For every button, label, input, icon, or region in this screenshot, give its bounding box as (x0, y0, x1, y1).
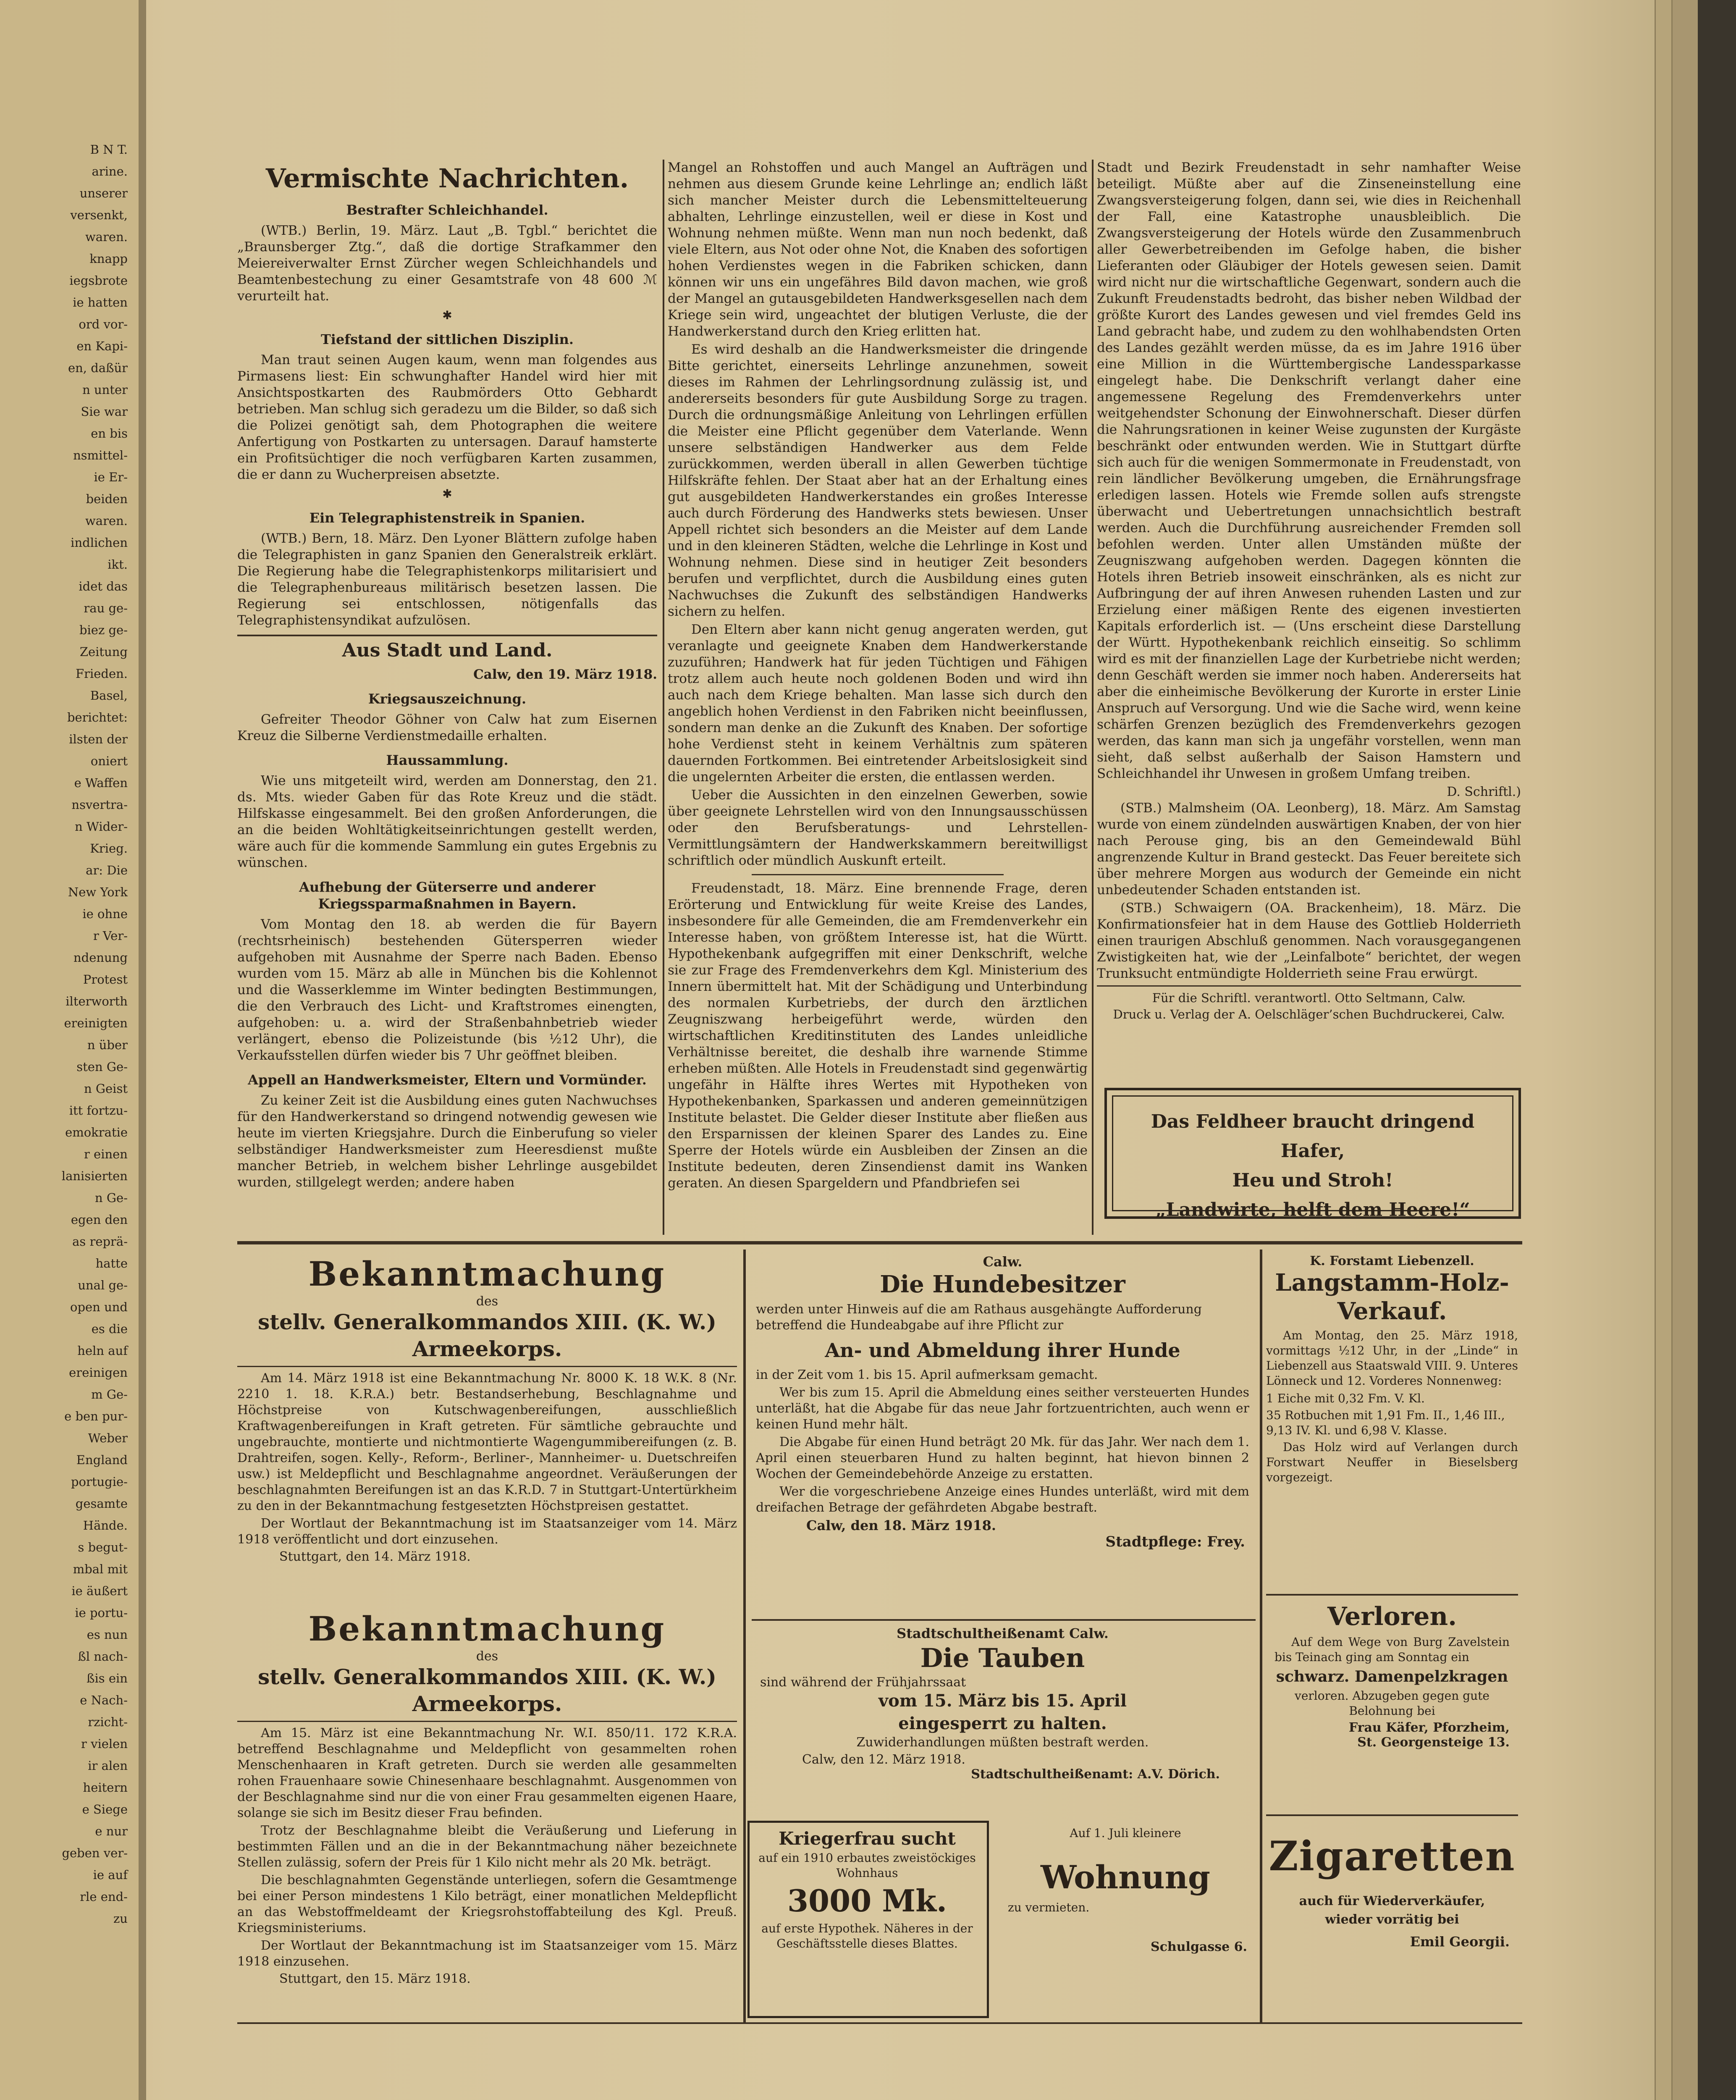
article-heading: Appell an Handwerksmeister, Eltern und Vormünder. (248, 1072, 647, 1088)
appeal-line: „Landwirte, helft dem Heere!“ (1155, 1199, 1470, 1221)
page-edge (1671, 0, 1698, 2100)
ad-text: verloren. Abzugeben gegen gute Belohnung bei (1295, 1689, 1489, 1718)
ad-text: Am 15. März ist eine Bekanntmachung Nr. W.I. 850/11. 172 K.R.A. betreffend Beschlagnahme und Meldepflicht von gesammelten rohen Menschenhaaren in Kraft getreten. Durch sie werden alle gesammelten rohen Frauenhaare sowie Chinesenhaare beschlagnahmt. Ausgenommen von der Beschlagnahme sind nur die von einer Frau gesammelten eigenen Haare, solange sie sich im Besitz dieser Frau befinden. (237, 1726, 737, 1820)
left-page-line: biez ge- (79, 623, 128, 637)
left-page-line: en bis (91, 426, 128, 441)
ad-text: Das Holz wird auf Verlangen durch Forstwart Neuffer in Bieselsberg vorgezeigt. (1266, 1440, 1518, 1484)
left-page-line: unserer (79, 186, 128, 200)
left-page-line: heln auf (77, 1344, 128, 1358)
left-page-line: e nur (95, 1824, 128, 1838)
left-page-line: iegsbrote (69, 273, 128, 288)
ad-title: Die Hundebesitzer (880, 1270, 1125, 1298)
ad-text: Wer bis zum 15. April die Abmeldung eines seither versteuerten Hundes unterläßt, hat die Abgabe für das neue Jahr fortzuentrichten, auch wenn er keinen Hund mehr hält. (756, 1385, 1249, 1432)
ad-zigaretten (1266, 1821, 1518, 2018)
left-page-line: Sie war (81, 404, 128, 419)
separator-star-icon: ✱ (442, 308, 452, 322)
left-page-line: Hände. (83, 1518, 128, 1533)
ad-title: Die Tauben (920, 1643, 1085, 1673)
ad-signature: Schulgasse 6. (1151, 1940, 1247, 1954)
ad-text: auch für Wiederverkäufer, (1299, 1894, 1485, 1908)
divider (237, 1721, 737, 1722)
ad-rule (1266, 1594, 1518, 1596)
left-page-line: gesamte (75, 1496, 128, 1511)
divider (237, 1366, 737, 1367)
left-page-line: ie hatten (73, 295, 128, 310)
article-text: (STB.) Schwaigern (OA. Brackenheim), 18. März. Die Konfirmationsfeier hat in dem Hause des Gottlieb Holderrieth einen traurigen Abschluß genommen. Nach vorausgegangenen Zwistigkeiten hat, wie der „Leinfalbote“ berichtet, der wegen Trunksucht entmündigte Holderrieth seine Frau erwürgt. (1097, 900, 1521, 981)
left-page-line: Krieg. (90, 841, 128, 856)
article-text: Gefreiter Theodor Göhner von Calw hat zum Eisernen Kreuz die Silberne Verdienstmedaille erhalten. (237, 712, 657, 743)
left-page-line: nsmittel- (73, 448, 128, 462)
ad-place: Calw. (983, 1254, 1023, 1270)
imprint-publisher: Druck u. Verlag der A. Oelschläger’schen Buchdruckerei, Calw. (1113, 1007, 1505, 1021)
article-text: Den Eltern aber kann nicht genug angeraten werden, gut veranlagte und geeignete Knaben dem Handwerkerstande zuzuführen; Handwerk hat für jeden Tüchtigen und Fähigen trotz allem auch heute noch goldenen Boden und wird ihn auch nach dem Kriege behalten. Man lasse sich durch den angeblich hohen Verdienst in den Fabriken nicht beeinflussen, sondern man denke an die Zukunft des Knaben. Der sofortige hohe Verdienst steht in keinem Verhältnis zum späteren dauernden Fortkommen. Bei eintretender Arbeitslosigkeit sind die ungelernten Arbeiter die ersten, die entlassen werden. (668, 622, 1088, 785)
separator-star-icon: ✱ (442, 487, 452, 501)
ad-signature: Frau Käfer, Pforzheim, (1348, 1720, 1510, 1735)
ad-text: eingesperrt zu halten. (898, 1714, 1107, 1733)
ad-text: Wer die vorgeschriebene Anzeige eines Hundes unterläßt, wird mit dem dreifachen Betrage der gefährdeten Abgabe bestraft. (756, 1484, 1249, 1515)
appeal-text (1120, 1107, 1506, 1221)
left-page-line: portugie- (71, 1475, 128, 1489)
ad-title: Bekanntmachung (308, 1609, 666, 1648)
ad-text: Am Montag, den 25. März 1918, vormittags ½12 Uhr, in der „Linde“ in Liebenzell aus Staatswald VIII. 9. Unteres Lönneck und 12. Vorderes Nonnenweg: (1266, 1328, 1518, 1388)
left-page-line: m Ge- (91, 1387, 128, 1402)
left-page-fragments (0, 0, 139, 1929)
column-1 (237, 155, 657, 1239)
article-text: Man traut seinen Augen kaum, wenn man folgendes aus Pirmasens liest: Ein schwunghafter Handel wird hier mit Ansichtspostkarten des Raubmörders Otto Gebhardt betrieben. Man schlug sich geradezu um die Bilder, so daß sich die Polizei genötigt sah, dem Photographen die weitere Anfertigung von Postkarten zu untersagen. Darauf hamsterte ein Profitsüchtiger die noch verfügbaren Karten zusammen, die er dann zu Wucherpreisen absetzte. (237, 352, 657, 482)
article-heading: Bestrafter Schleichhandel. (346, 202, 548, 218)
left-page-line: Protest (83, 972, 128, 987)
article-text: Zu keiner Zeit ist die Ausbildung eines guten Nachwuchses für den Handwerkerstand so dringend notwendig gewesen wie heute im vierten Kriegsjahre. Durch die Einberufung so vieler selbständiger Handwerksmeister zum Heeresdienst mußte mancher Betrieb, in welchem bisher Lehrlinge ausgebildet wurden, stillgelegt werden; andere haben (237, 1093, 657, 1190)
section-title: Aus Stadt und Land. (342, 640, 553, 661)
left-page-line: itt fortzu- (69, 1103, 128, 1118)
left-page-line: Zeitung (79, 645, 128, 659)
ad-title: Zigaretten (1269, 1832, 1516, 1880)
ad-signature: St. Georgensteige 13. (1357, 1735, 1510, 1750)
article-heading: Ein Telegraphistenstreik in Spanien. (309, 510, 585, 526)
left-page-line: England (76, 1453, 128, 1467)
left-page-line: open und (70, 1300, 128, 1314)
ad-text: Die Abgabe für einen Hund beträgt 20 Mk. für das Jahr. Wer nach dem 1. April einen steuerbaren Hund zu halten beginnt, hat hievon binnen 2 Wochen der Gemeindebehörde Anzeige zu erstatten. (756, 1435, 1249, 1481)
announcement-armeekorps-2 (237, 1609, 737, 2020)
left-page-line: ie äußert (71, 1584, 128, 1598)
ad-text: Die beschlagnahmten Gegenstände unterliegen, sofern die Gesamtmenge bei einer Person mindestens 1 Kilo beträgt, einer monatlichen Meldepflicht an das Webstoffmeldeamt der Kriegsrohstoffabteilung des Kgl. Preuß. Kriegsministeriums. (237, 1873, 737, 1935)
ad-rule (752, 1619, 1256, 1621)
left-page-line: e Waffen (74, 776, 128, 790)
left-page-line: geben ver- (62, 1846, 128, 1860)
left-facing-page (0, 0, 146, 2100)
section-title: Vermischte Nachrichten. (265, 163, 629, 194)
column-rule (1092, 160, 1094, 1235)
article-heading: Tiefstand der sittlichen Disziplin. (320, 331, 574, 347)
ad-text: Auf 1. Juli kleinere (1070, 1826, 1181, 1840)
article-heading: Kriegsauszeichnung. (368, 691, 527, 707)
ad-text: 1 Eiche mit 0,32 Fm. V. Kl. (1266, 1391, 1425, 1405)
ad-title: Verkauf. (1337, 1297, 1447, 1325)
left-page-line: s begut- (78, 1540, 128, 1554)
ad-text: auf ein 1910 erbautes zweistöckiges Wohnhaus (758, 1851, 976, 1880)
left-page-line: sten Ge- (76, 1060, 128, 1074)
ad-place-date: Stuttgart, den 15. März 1918. (279, 1971, 471, 1986)
left-page-line: ikt. (108, 557, 128, 572)
left-page-line: nsvertra- (71, 798, 128, 812)
article-heading: Haussammlung. (386, 752, 509, 768)
ad-text: sind während der Frühjahrssaat (760, 1675, 966, 1690)
ad-title: Bekanntmachung (308, 1254, 666, 1294)
dateline: Calw, den 19. März 1918. (473, 667, 657, 682)
left-page-line: rle end- (80, 1890, 128, 1904)
left-page-line: beiden (86, 492, 128, 506)
ad-text: Am 14. März 1918 ist eine Bekanntmachung Nr. 8000 K. 18 W.K. 8 (Nr. 2210 1. 18. K.R.A.) betr. Bestandserhebung, Beschlagnahme und Höchstpreise von Kutschwagenbereifungen, ausschließlich Kraftwagenbereifungen in Kraft getreten. Für sämtliche gebrauchte und ungebrauchte, montierte und nichtmontierte Wagengummibereifungen (z. B. Drahtreifen, sogen. Kelly-, Reform-, Berliner-, Mannheimer- u. Duetschreifen usw.) ist Meldepflicht und Beschlagnahme angeordnet. Veräußerungen der beschlagnahmten Bereifungen ist an das K.R.D. 7 in Stuttgart-Untertürkheim zu den in der Bekanntmachung festgesetzten Höchstpreisen gestattet. (237, 1371, 737, 1513)
ad-text: Trotz der Beschlagnahme bleibt die Veräußerung und Lieferung in bestimmten Fällen und an die in der Bekanntmachung näher bezeichnete Stellen zulässig, sofern der Preis für 1 Kilo nicht mehr als 20 Mk. beträgt. (237, 1823, 737, 1870)
article-text: (STB.) Malmsheim (OA. Leonberg), 18. März. Am Samstag wurde von einem zündelnden auswärtigen Knaben, der von hier nach Perouse ging, bis an den Gemeindewald Bühl angrenzende Kultur in Brand gesteckt. Das Feuer bereitete sich über mehrere Morgen aus wodurch der Gemeinde ein nicht unbedeutender Schaden entstanden ist. (1097, 801, 1521, 898)
ad-text: wieder vorrätig bei (1325, 1912, 1459, 1927)
appeal-line: Das Feldheer braucht dringend Hafer, (1151, 1111, 1475, 1162)
imprint-editor: Für die Schriftl. verantwortl. Otto Seltmann, Calw. (1152, 991, 1466, 1005)
page-edge (1655, 0, 1673, 2100)
ad-text: Auf dem Wege von Burg Zavelstein bis Teinach ging am Sonntag ein (1274, 1635, 1510, 1664)
ad-verloren (1266, 1600, 1518, 1810)
left-page-line: ilsten der (69, 732, 128, 746)
column-2 (668, 160, 1088, 1239)
ad-text: vom 15. März bis 15. April (878, 1691, 1127, 1711)
left-page-line: r einen (84, 1147, 128, 1161)
ad-issuer: Stadtschultheißenamt Calw. (897, 1625, 1109, 1641)
left-page-line: B N T. (90, 142, 128, 157)
left-page-line: Frieden. (75, 667, 128, 681)
ad-subtitle: stellv. Generalkommandos XIII. (K. W.) Armeekorps. (258, 1664, 716, 1716)
left-page-line: Basel, (90, 688, 128, 703)
left-page-line: arine. (92, 164, 128, 178)
ad-title: Kriegerfrau sucht (779, 1828, 956, 1849)
ad-subtitle: An- und Abmeldung ihrer Hunde (825, 1339, 1180, 1362)
left-page-line: ir alen (88, 1759, 128, 1773)
ad-signature: Stadtpflege: Frey. (1105, 1533, 1245, 1550)
ad-kriegerfrau (754, 1827, 981, 2012)
left-page-line: emokratie (65, 1125, 128, 1139)
left-page-line: ie portu- (75, 1606, 128, 1620)
section-rule (237, 1241, 1522, 1244)
ad-signature: Emil Georgii. (1410, 1934, 1510, 1950)
ad-text: Zuwiderhandlungen müßten bestraft werden. (856, 1735, 1149, 1750)
left-page-line: waren. (85, 230, 128, 244)
article-text: Ueber die Aussichten in den einzelnen Gewerben, sowie über geeignete Lehrstellen wird von den Innungsausschüssen oder den Berufsberatungs- und Lehrstellen-Vermittlungsämtern der Handwerkskammern bereitwilligst schriftlich oder mündlich Auskunft erteilt. (668, 788, 1088, 868)
ad-title: Langstamm-Holz- (1275, 1269, 1509, 1297)
left-page-line: es nun (87, 1628, 128, 1642)
ad-des: des (476, 1294, 498, 1309)
article-text: Stadt und Bezirk Freudenstadt in sehr namhafter Weise beteiligt. Müßte aber auf die Zinseneinstellung eine Zwangsversteigerung folgen, dann sei, wie dies in Reichenhall der Fall, eine Katastrophe unausbleiblich. Die Zwangsversteigerung der Hotels würde den Zusammenbruch aller Gewerbetreibenden im Gefolge haben, die bisher Lieferanten oder Gläubiger der Hotels gewesen seien. Damit wird nicht nur die wirtschaftliche Gegenwart, sondern auch die Zukunft Freudenstadts bedroht, das bisher neben Wildbad der größte Kurort des Landes gewesen und viel fremdes Geld ins Land gebracht habe, und zudem zu den wohlhabendsten Orten des Landes gezählt werden müsse, da es im Jahre 1916 über eine Million in die Württembergische Landessparkasse eingelegt habe. Die Denkschrift verlangt daher eine angemessene Regelung des Fremdenverkehrs unter weitgehendster Schonung der Einwohnerschaft. Dieser dürfen die Nahrungsrationen in keiner Weise zugunsten der Kurgäste beschränkt oder entwunden werden. Wie in Stuttgart dürfte sich auch für die wenigen Sommermonate in Freudenstadt, von rein ländlicher Bevölkerung umgeben, die Ernährungsfrage erledigen lassen. Hotels wie Fremde sollen aufs strengste überwacht und Uebertretungen unnachsichtlich bestraft werden. Auch die Durchführung ausreichender Fremden soll befohlen werden. Unter allen Umständen müßte der Zeugniszwang aufgehoben werden. Dagegen könnten die Hotels ihren Betrieb insoweit einschränken, als es nicht zur Aufbringung der auf ihren Anwesen ruhenden Lasten und zur Erzielung einer mäßigen Rente des eigenen investierten Kapitals erforderlich ist. — (Uns erscheint diese Darstellung der Württ. Hypothekenbank reichlich einseitig. So schlimm wird es mit der finanziellen Lage der Kurbetriebe nicht werden; denn Geschäft werden sie immer noch haben. Andererseits hat aber die einheimische Bevölkerung der Kurorte in erster Linie Anspruch auf Versorgung. Und wie die Sache wird, wenn keine schärfen Grenzen bezüglich des Fremdenverkehrs gezogen werden, das kann man sich ja ungefähr vorstellen, wenn man sieht, daß selbst außerhalb der Saison Hamstern und Schleichhandel ihr Unwesen in großem Umfang treiben. (1097, 160, 1521, 781)
ad-forstamt-holzverkauf (1266, 1254, 1518, 1573)
left-page-line: e Nach- (80, 1693, 128, 1707)
feldheer-appeal-box (1104, 1088, 1521, 1219)
ad-text: Der Wortlaut der Bekanntmachung ist im Staatsanzeiger vom 15. März 1918 einzusehen. (237, 1938, 737, 1969)
left-page-line: indlichen (71, 536, 128, 550)
appeal-line: Heu und Stroh! (1232, 1170, 1393, 1191)
ad-des: des (476, 1649, 498, 1664)
divider (1097, 985, 1521, 987)
ads-column-rule (743, 1250, 746, 2022)
ad-place-date: Stuttgart, den 14. März 1918. (279, 1549, 471, 1564)
article-text: Mangel an Rohstoffen und auch Mangel an Aufträgen und nehmen aus diesem Grunde keine Lehrlinge an; endlich läßt sich mancher Meister durch die Lebensmittelteuerung abhalten, Lehrlinge einzustellen, weil er diese in Kost und Wohnung nehmen müßte. Wenn man nun noch bedenkt, daß viele Eltern, aus Not oder ohne Not, die Knaben des sofortigen hohen Verdienstes wegen in die Fabriken schicken, dann können wir uns ein ungefähres Bild davon machen, wie groß der Mangel an gutausgebildeten Handwerksgesellen nach dem Kriege sein wird, ungeachtet der blutigen Verluste, die der Handwerkerstand durch den Krieg erlitten hat. (668, 160, 1088, 339)
left-page-line: New York (68, 885, 128, 899)
ad-date: Calw, den 12. März 1918. (802, 1752, 965, 1767)
ad-text: Der Wortlaut der Bekanntmachung ist im Staatsanzeiger vom 14. März 1918 veröffentlicht und dort einzusehen. (237, 1516, 737, 1547)
left-page-line: n über (87, 1038, 128, 1052)
ad-item: schwarz. Damenpelzkragen (1276, 1668, 1508, 1685)
article-text: (WTB.) Bern, 18. März. Den Lyoner Blättern zufolge haben die Telegraphisten in ganz Spanien den Generalstreik erklärt. Die Regierung habe die Telegraphistenkorps militarisiert und die Telegraphenbureaus militärisch besetzen lassen. Die Regierung sei entschlossen, nötigenfalls das Telegraphistensyndikat aufzulösen. (237, 531, 657, 628)
left-page-line: ndenung (73, 950, 128, 965)
left-page-line: ilterworth (66, 994, 128, 1008)
column-rule (663, 160, 664, 1235)
article-text: Wie uns mitgeteilt wird, werden am Donnerstag, den 21. ds. Mts. wieder Gaben für das Rote Kreuz und die städt. Hilfskasse eingesammelt. Bei den großen Anforderungen, die an die beiden Wohltätigkeitseinrichtungen gestellt werden, wäre auch für die kommende Sammlung ein gutes Ergebnis zu wünschen. (237, 773, 657, 870)
ad-wohnung (995, 1825, 1256, 2014)
left-page-line: unal ge- (78, 1278, 128, 1292)
ad-rule (1266, 1814, 1518, 1816)
left-page-line: r Ver- (93, 929, 128, 943)
left-page-line: ereinigen (69, 1365, 128, 1380)
ad-hundebesitzer (752, 1254, 1253, 1615)
left-page-line: waren. (85, 514, 128, 528)
left-page-line: ereinigten (64, 1016, 128, 1030)
left-page-line: egen den (71, 1213, 128, 1227)
announcement-armeekorps-1 (237, 1254, 737, 1602)
ads-column-rule (1260, 1250, 1262, 2022)
ad-subtitle: stellv. Generalkommandos XIII. (K. W.) Armeekorps. (258, 1310, 716, 1361)
left-page-line: n Wider- (75, 819, 128, 834)
left-page-line: hatte (95, 1256, 128, 1270)
left-page-line: n Geist (84, 1082, 128, 1096)
left-page-line: en, daßür (68, 361, 128, 375)
ad-text: zu vermieten. (1008, 1900, 1090, 1914)
ad-text: in der Zeit vom 1. bis 15. April aufmerksam gemacht. (756, 1368, 1098, 1382)
article-text: (WTB.) Berlin, 19. März. Laut „B. Tgbl.“ berichtet die „Braunsberger Ztg.“, daß die dortige Strafkammer den Meiereiverwalter Ernst Zürcher wegen Schleichhandels und Beamtenbestechung zu einer Gesamtstrafe von 48 600 ℳ verurteilt hat. (237, 223, 657, 304)
signature: D. Schriftl.) (1447, 785, 1521, 799)
ad-tauben (752, 1625, 1253, 1814)
column-3 (1097, 160, 1521, 1050)
left-page-line: r vielen (81, 1737, 128, 1751)
article-text: Vom Montag den 18. ab werden die für Bayern (rechtsrheinisch) bestehenden Gütersperren wieder aufgehoben mit Ausnahme der Sperre nach Baden. Ebenso wurden vom 15. März ab alle in München bis die Kohlennot und die Wasserklemme im Winter bedingten Bestimmungen, die den Verbrauch des Licht- und Kraftstromes einengten, aufgehoben: u. a. wird der Straßenbahnbetrieb wieder verlängert, ebenso die Polizeistunde (bis ½12 Uhr), die Verkaufsstellen dürfen wieder bis 7 Uhr geöffnet bleiben. (237, 917, 657, 1063)
left-page-line: lanisierten (61, 1169, 128, 1183)
left-page-line: n unter (82, 383, 128, 397)
left-page-line: heitern (83, 1780, 128, 1795)
left-page-line: oniert (90, 754, 128, 768)
left-page-line: versenkt, (70, 208, 128, 222)
left-page-line: idet das (79, 579, 128, 593)
divider (752, 874, 1004, 875)
ad-issuer: K. Forstamt Liebenzell. (1310, 1254, 1474, 1268)
divider (237, 635, 657, 636)
left-page-line: berichtet: (67, 710, 128, 724)
left-page-line: ord vor- (79, 317, 128, 331)
article-text: Es wird deshalb an die Handwerksmeister die dringende Bitte gerichtet, einerseits Lehrlinge anzunehmen, soweit dieses im Rahmen der Lehrlingsordnung zulässig ist, und andererseits besonders für gute Ausbildung Sorge zu tragen. Durch die ordnungsmäßige Anleitung von Lehrlingen erfüllen die Meister eine Pflicht gegenüber dem Vaterlande. Wenn unsere selbständigen Handwerker aus dem Felde zurückkommen, werden überall in allen Gewerben tüchtige Hilfskräfte fehlen. Der Staat aber hat an der Erhaltung eines gut ausgebildeten Handwerkerstandes ein großes Interesse auch durch Förderung des Handwerks stets bewiesen. Unser Appell richtet sich besonders an die Meister auf dem Lande und in den kleineren Städten, welche die Lehrlinge in Kost und Wohnung nehmen. Diese sind in heutiger Zeit besonders berufen und verpflichtet, durch die Ausbildung eines guten Nachwuchses die Zukunft des selbständigen Handwerks sichern zu helfen. (668, 342, 1088, 619)
left-page-line: rau ge- (84, 601, 128, 615)
left-page-line: ie ohne (82, 907, 128, 921)
article-heading: Aufhebung der Güterserre und anderer Kriegssparmaßnahmen in Bayern. (299, 879, 595, 912)
ad-amount: 3000 Mk. (787, 1883, 947, 1919)
left-page-line: zu (113, 1911, 128, 1926)
left-page-line: ßis ein (87, 1671, 128, 1685)
left-page-line: e ben pur- (64, 1409, 128, 1423)
left-page-line: ar: Die (86, 863, 128, 877)
article-text: Freudenstadt, 18. März. Eine brennende Frage, deren Erörterung und Entwicklung für weite Kreise des Landes, insbesondere für alle Gemeinden, die am Fremdenverkehr ein Interesse haben, von größtem Interesse ist, hat die Württ. Hypothekenbank aufgegriffen mit einer Denkschrift, welche sie zur Frage des Fremdenverkehrs dem Kgl. Ministerium des Innern übermittelt hat. Mit der Schädigung und Unterbindung des normalen Kurbetriebs, der durch den ärztlichen Zeugniszwang herbeigeführt werde, würden den wirtschaftlichen Kreditinstituten des Landes unleidliche Verhältnisse bereitet, die deshalb ihre warnende Stimme erheben müßten. Alle Hotels in Freudenstadt sind gegenwärtig ungefähr in Hälfte ihres Wertes mit Hypotheken von Hypothekenbanken, Sparkassen und anderen gemeinnützigen Institute belastet. Die Gelder dieser Institute aber fließen aus den Ersparnissen der kleinen Sparer des Landes zu. Eine Sperre der Hotels würde ein Ausbleiben der Zinsen an die Institute bedeuten, deren Zinsendienst damit ins Wanken geraten. An diesen Spargeldern und Pfandbriefen sei (668, 881, 1088, 1191)
bottom-rule (237, 2022, 1522, 2024)
left-page-line: rzicht- (88, 1715, 128, 1729)
ad-title: Verloren. (1327, 1602, 1457, 1631)
left-page-line: es die (91, 1322, 128, 1336)
left-page-line: mbal mit (73, 1562, 128, 1576)
left-page-line: en Kapi- (76, 339, 128, 353)
left-page-line: ßl nach- (78, 1649, 128, 1664)
ad-title: Wohnung (1040, 1858, 1210, 1896)
ad-text: auf erste Hypothek. Näheres in der Geschäftsstelle dieses Blattes. (761, 1922, 973, 1950)
ad-signature: Stadtschultheißenamt: A.V. Dörich. (971, 1767, 1220, 1782)
ad-date: Calw, den 18. März 1918. (806, 1517, 996, 1533)
left-page-line: knapp (89, 252, 128, 266)
ad-text: werden unter Hinweis auf die am Rathaus ausgehängte Aufforderung betreffend die Hundeabgabe auf ihre Pflicht zur (756, 1302, 1202, 1333)
left-page-line: ie Er- (94, 470, 128, 484)
left-page-line: e Siege (82, 1802, 128, 1816)
left-page-line: as reprä- (72, 1234, 128, 1249)
ad-text: 35 Rotbuchen mit 1,91 Fm. II., 1,46 III., 9,13 IV. Kl. und 6,98 V. Klasse. (1266, 1408, 1505, 1437)
left-page-line: Weber (88, 1431, 128, 1445)
left-page-line: ie auf (93, 1868, 128, 1882)
left-page-line: n Ge- (94, 1191, 128, 1205)
